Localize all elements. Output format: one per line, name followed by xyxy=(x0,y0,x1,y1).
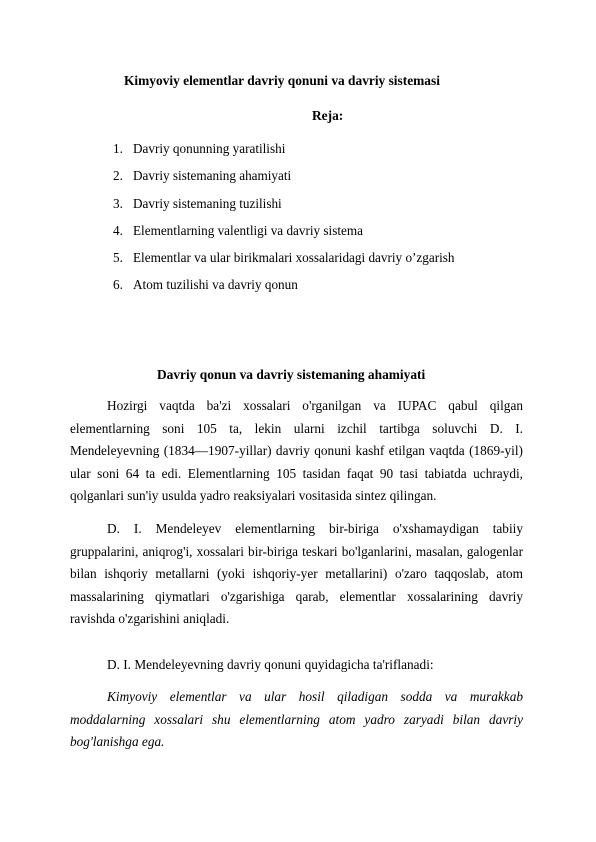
plan-item xyxy=(113,277,455,304)
plan-item-number: 4. xyxy=(113,222,123,238)
plan-item-text: Atom tuzilishi va davriy qonun xyxy=(133,277,298,293)
plan-item-number: 5. xyxy=(113,250,123,266)
plan-item xyxy=(113,196,455,223)
plan-item xyxy=(113,141,455,168)
plan-item-text: Davriy qonunning yaratilishi xyxy=(133,141,286,156)
plan-heading: Reja: xyxy=(312,108,344,123)
plan-item-text: Elementlar va ular birikmalari xossalaridagi davriy o’zgarish xyxy=(133,250,455,266)
plan-item-text: Elementlarning valentligi va davriy sistema xyxy=(133,222,363,238)
plan-item xyxy=(113,250,455,277)
document-title: Kimyoviy elementlar davriy qonuni va davriy sistemasi xyxy=(124,73,440,88)
plan-item-text: Davriy sistemaning tuzilishi xyxy=(133,195,282,211)
body-paragraph: D. I. Mendeleyev elementlarning bir-biriga o'xshamaydigan tabiiy gruppalarini, aniqrog'i, xossalari bir-biriga teskari bo'lganlarini, masalan, galogenlar bilan ishqoriy metallarni (yoki ishqoriy-yer metallarini) o'zaro taqqoslab, atom massalarining qiymatlari o'zgarishiga qarab, elementlar xossalarining davriy ravishda o'zgarishini aniqladi. xyxy=(70,521,523,627)
plan-list xyxy=(113,141,455,305)
body-paragraph: D. I. Mendeleyevning davriy qonuni quyidagicha ta'riflanadi: xyxy=(107,657,434,672)
body-paragraph: Hozirgi vaqtda ba'zi xossalari o'rganilgan va IUPAC qabul qilgan elementlarning soni 105 ta, lekin ularni izchil tartibga soluvchi D. I. Mendeleyevning (1834—1907-yillar) davriy qonuni kashf etilgan vaqtda (1869-yil) ular soni 64 ta edi. Elementlarning 105 tasidan faqat 90 tasi tabiatda uchraydi, qolganlari sun'iy usulda yadro reaksiyalari vositasida sintez qilingan. xyxy=(70,398,523,504)
plan-item-number: 6. xyxy=(113,277,123,293)
plan-item-number: 3. xyxy=(113,195,123,211)
plan-item-text: Davriy sistemaning ahamiyati xyxy=(133,168,292,184)
plan-item-number: 2. xyxy=(113,168,123,184)
plan-item xyxy=(113,168,455,195)
section-heading: Davriy qonun va davriy sistemaning ahamiyati xyxy=(157,367,426,382)
plan-item-number: 1. xyxy=(113,141,123,156)
law-definition-paragraph: Kimyoviy elementlar va ular hosil qiladigan sodda va murakkab moddalarning xossalari shu elementlarning atom yadro zaryadi bilan davriy bog'lanishga ega. xyxy=(70,689,523,750)
plan-item xyxy=(113,223,455,250)
